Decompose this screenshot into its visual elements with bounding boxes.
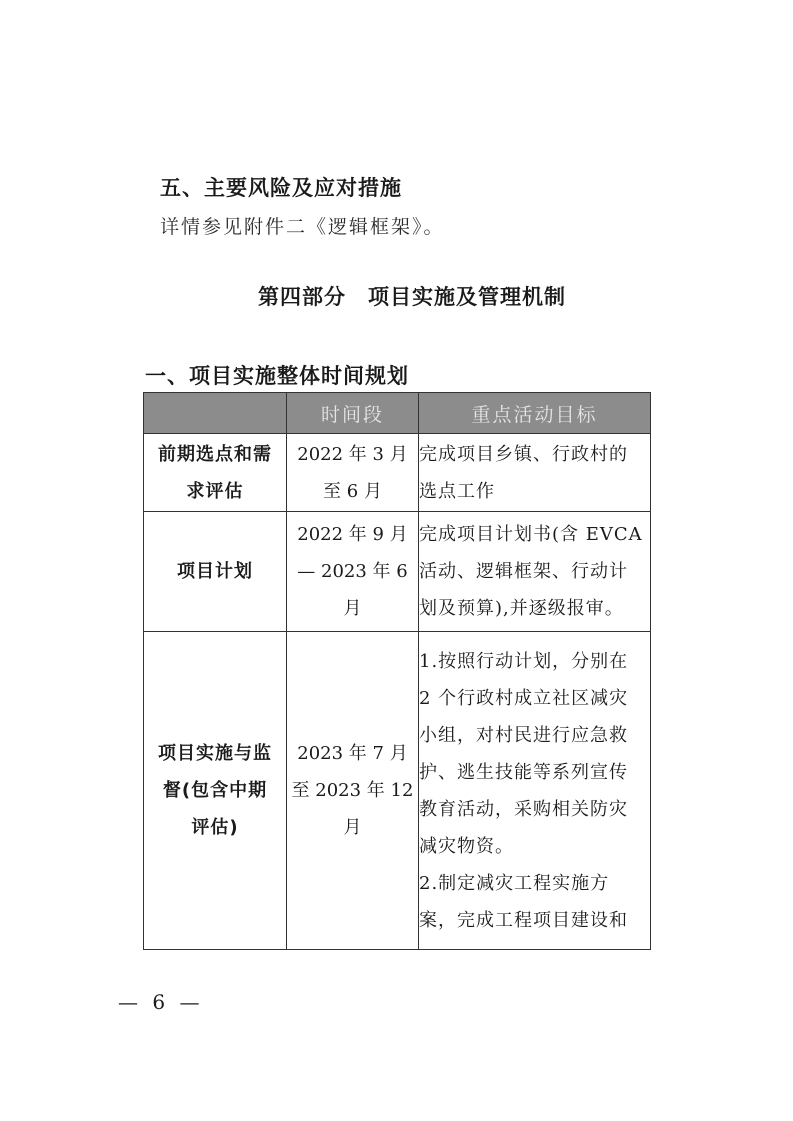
table-header-row — [144, 393, 651, 434]
period-cell: 2023 年 7 月 至 2023 年 12 月 — [287, 632, 419, 950]
phase-cell: 项目实施与监 督(包含中期 评估) — [144, 632, 287, 950]
section-text-risks: 详情参见附件二《逻辑框架》。 — [160, 216, 445, 238]
table-header-cell — [144, 393, 287, 434]
phase-cell: 前期选点和需 求评估 — [144, 434, 287, 512]
table-row — [144, 512, 651, 632]
period-cell: 2022 年 9 月 — 2023 年 6 月 — [287, 512, 419, 632]
goal-cell: 完成项目计划书(含 EVCA 活动、逻辑框架、行动计 划及预算),并逐级报审。 — [419, 512, 651, 632]
table-header-cell: 时间段 — [287, 393, 419, 434]
part-title: 第四部分 项目实施及管理机制 — [258, 285, 566, 309]
page-number: — 6 — — [118, 990, 204, 1014]
phase-cell: 项目计划 — [144, 512, 287, 632]
goal-cell: 完成项目乡镇、行政村的 选点工作 — [419, 434, 651, 512]
period-cell: 2022 年 3 月 至 6 月 — [287, 434, 419, 512]
table-header-cell: 重点活动目标 — [419, 393, 651, 434]
section-heading-risks: 五、主要风险及应对措施 — [160, 176, 402, 200]
timeline-table — [143, 392, 651, 950]
goal-cell: 1.按照行动计划，分别在 2 个行政村成立社区减灾 小组，对村民进行应急救 护、逃生技能等系列宣传 教育活动，采购相关防灾 减灾物资。 2.制定减灾工程实施方 案，完成工程项目建设和 — [419, 632, 651, 950]
table-row — [144, 632, 651, 950]
section-heading-timeline: 一、项目实施整体时间规划 — [145, 364, 409, 388]
table-row — [144, 434, 651, 512]
